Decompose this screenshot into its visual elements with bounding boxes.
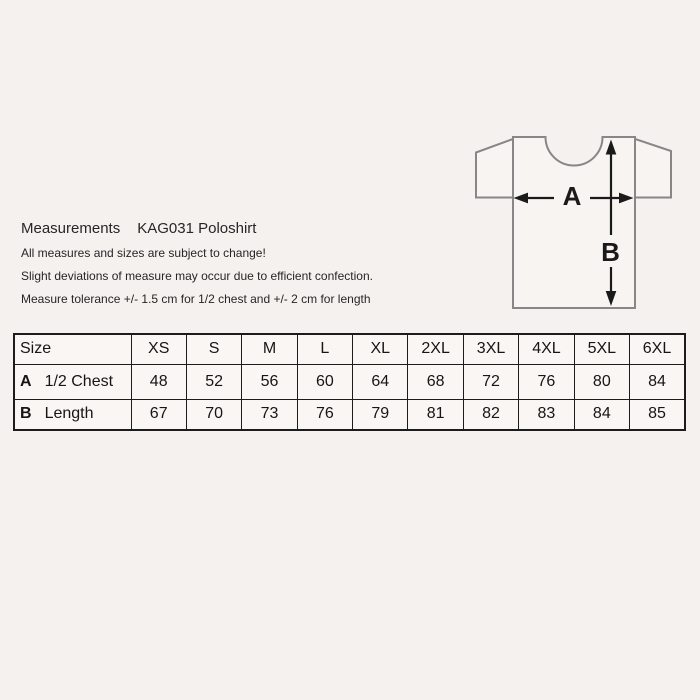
size-header-m: M (242, 334, 297, 364)
measurement-value-cell: 67 (131, 399, 186, 430)
size-header-l: L (297, 334, 352, 364)
size-header-6xl: 6XL (630, 334, 685, 364)
measurement-value-cell: 85 (630, 399, 685, 430)
measurement-value-cell: 80 (574, 364, 629, 399)
measurement-value-cell: 84 (574, 399, 629, 430)
measurement-value-cell: 76 (519, 364, 574, 399)
size-table (13, 333, 686, 431)
size-header-xs: XS (131, 334, 186, 364)
right-sleeve-shape (635, 139, 671, 198)
size-header-4xl: 4XL (519, 334, 574, 364)
row-measure-label: 1/2 Chest (44, 372, 114, 390)
measurement-value-cell: 52 (186, 364, 241, 399)
measurement-value-cell: 84 (630, 364, 685, 399)
note-tolerance: Measure tolerance +/- 1.5 cm for 1/2 chest and +/- 2 cm for length (21, 292, 371, 306)
page-title (21, 220, 256, 237)
shirt-body-shape (513, 137, 635, 308)
size-header-xl: XL (353, 334, 408, 364)
measurement-value-cell: 48 (131, 364, 186, 399)
note-subject-to-change: All measures and sizes are subject to change! (21, 246, 266, 260)
size-header-2xl: 2XL (408, 334, 463, 364)
measurement-value-cell: 72 (463, 364, 518, 399)
size-header-5xl: 5XL (574, 334, 629, 364)
title-product-name: KAG031 Poloshirt (137, 220, 257, 237)
size-header-3xl: 3XL (463, 334, 518, 364)
length-dimension-label: B (601, 237, 620, 267)
row-header-cell (14, 364, 131, 399)
chest-dimension-label: A (562, 181, 582, 211)
measurement-value-cell: 82 (463, 399, 518, 430)
left-sleeve-shape (476, 139, 513, 198)
measurement-value-cell: 56 (242, 364, 297, 399)
size-header-row (14, 334, 685, 364)
measurement-value-cell: 76 (297, 399, 352, 430)
measurement-value-cell: 60 (297, 364, 352, 399)
size-header-s: S (186, 334, 241, 364)
measurement-value-cell: 73 (242, 399, 297, 430)
row-measure-label: Length (44, 405, 94, 423)
measurement-value-cell: 68 (408, 364, 463, 399)
row-key-letter: B (20, 405, 32, 423)
measurement-row-a (14, 364, 685, 399)
measurement-value-cell: 79 (353, 399, 408, 430)
size-column-header: Size (14, 334, 131, 364)
measurement-value-cell: 81 (408, 399, 463, 430)
note-deviations: Slight deviations of measure may occur due to efficient confection. (21, 269, 373, 283)
row-header-cell (14, 399, 131, 430)
measurement-value-cell: 64 (353, 364, 408, 399)
measurement-row-b (14, 399, 685, 430)
title-measurements: Measurements (21, 220, 121, 237)
measurement-value-cell: 70 (186, 399, 241, 430)
measurement-value-cell: 83 (519, 399, 574, 430)
row-key-letter: A (20, 372, 32, 390)
poloshirt-diagram-icon (458, 116, 698, 328)
